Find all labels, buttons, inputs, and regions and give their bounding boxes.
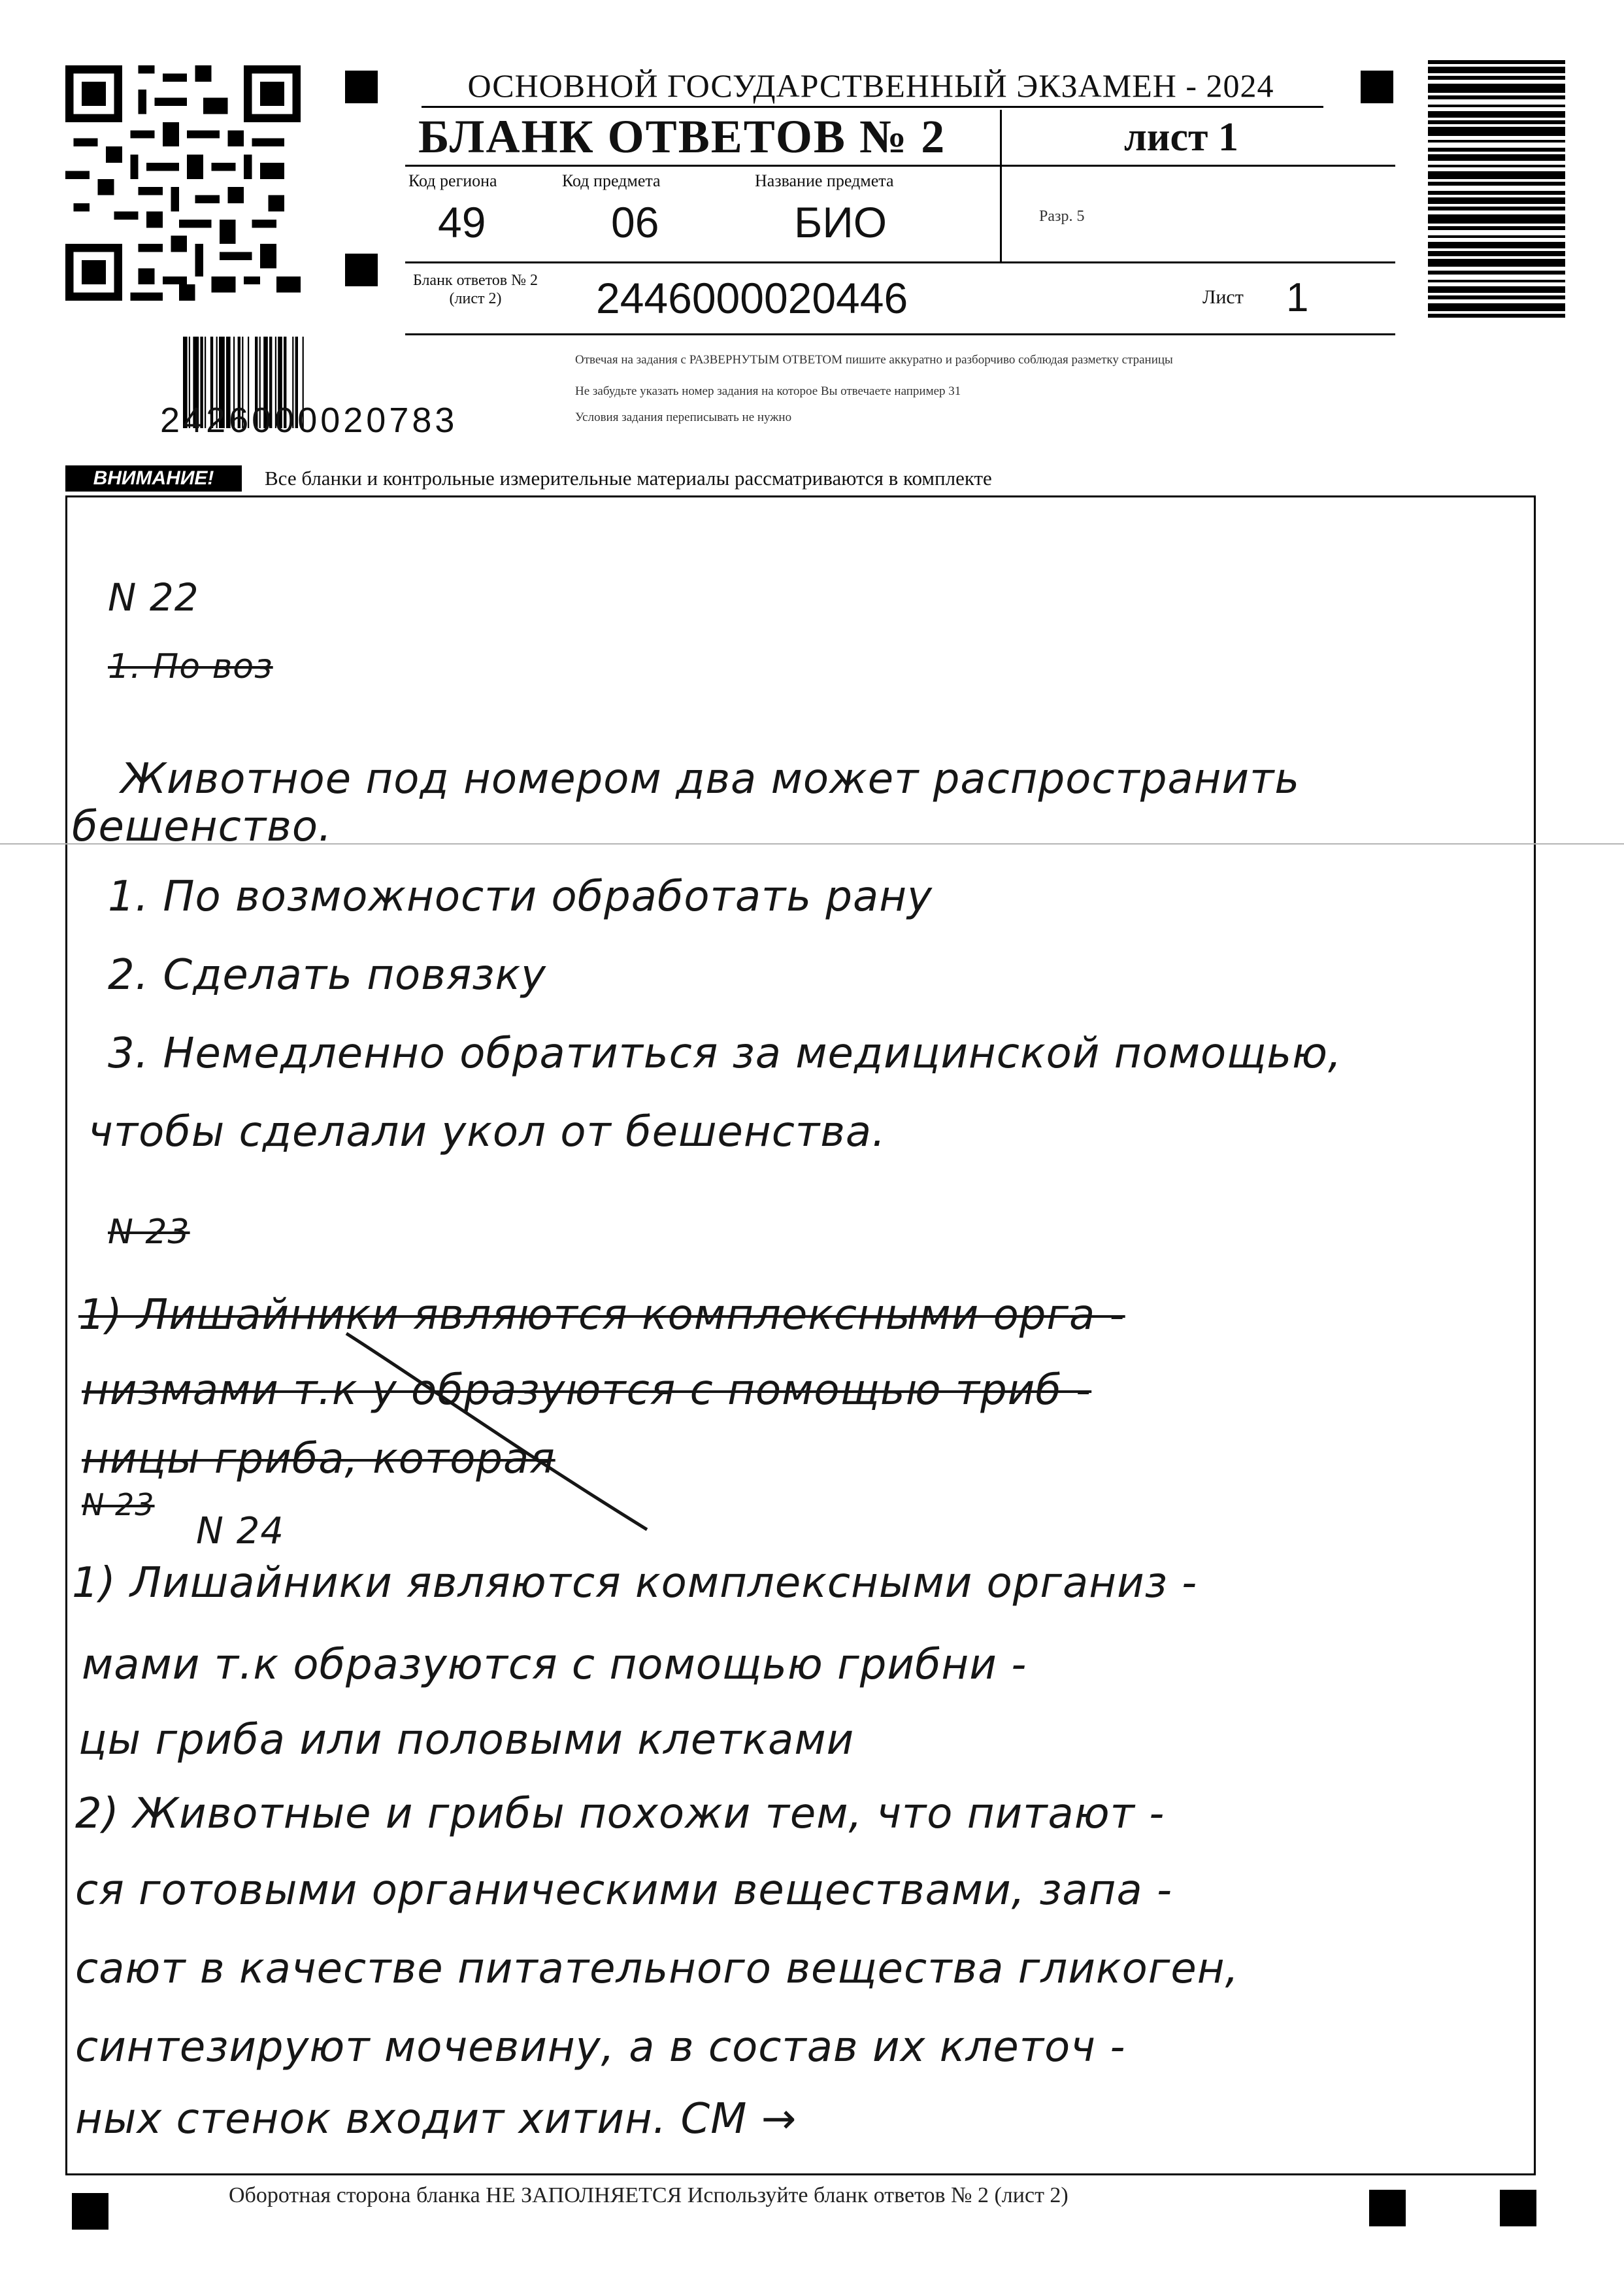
crossed-out-text: низмами т.к у образуются с помощью триб - (82, 1366, 1092, 1415)
sheet-label: лист 1 (1124, 115, 1238, 159)
region-code: 49 (438, 198, 486, 246)
crossed-out-text: 1. По воз (108, 647, 273, 686)
warning-tag: ВНИМАНИЕ! (65, 465, 242, 492)
blank-ref-label (405, 271, 546, 308)
subject-code-label: Код предмета (562, 171, 661, 190)
instruction-line: Условия задания переписывать не нужно (575, 410, 792, 424)
divider (405, 261, 1395, 263)
side-barcode (1428, 60, 1565, 465)
answer-line: цы гриба или половыми клетками (78, 1716, 855, 1764)
subject-code: 06 (611, 198, 659, 246)
answer-line: ных стенок входит хитин. СМ → (75, 2095, 797, 2143)
blank-ref-label-line1: Бланк ответов № 2 (412, 272, 538, 289)
crossed-out-text: N 23 (82, 1487, 155, 1522)
task-number: N 22 (108, 575, 199, 620)
instruction-line: Отвечая на задания с РАЗВЕРНУТЫМ ОТВЕТОМ пишите аккуратно и разборчиво соблюдая разметку страницы (575, 353, 1173, 367)
razr-label: Разр. 5 (1039, 208, 1085, 225)
warning-text: Все бланки и контрольные измерительные материалы рассматриваются в комплекте (265, 467, 992, 490)
subject-name: БИО (794, 198, 887, 246)
strike-diagonal (340, 1320, 654, 1536)
divider (405, 165, 1395, 167)
answer-line: бешенство. (72, 803, 333, 851)
marker-square (1361, 71, 1393, 103)
answer-line: синтезируют мочевину, а в состав их клеточ - (75, 2023, 1126, 2071)
instruction-line: Не забудьте указать номер задания на которое Вы отвечаете например 31 (575, 384, 961, 398)
marker-square (345, 71, 378, 103)
crossed-out-text: 1) Лишайники являются комплексными орга - (78, 1291, 1125, 1339)
blank-ref-label-line2: (лист 2) (449, 290, 502, 307)
marker-square (72, 2193, 108, 2230)
answer-line: 1. По возможности обработать рану (108, 873, 933, 921)
divider (405, 333, 1395, 335)
blank-name: БЛАНК ОТВЕТОВ № 2 (418, 110, 946, 163)
answer-line: мами т.к образуются с помощью грибни - (82, 1641, 1027, 1689)
answer-line: сают в качестве питательного вещества гликоген, (75, 1945, 1239, 1993)
marker-square (1369, 2190, 1406, 2226)
answer-line: 1) Лишайники являются комплексными организ - (72, 1559, 1198, 1607)
answer-line: чтобы сделали укол от бешенства. (88, 1108, 886, 1156)
answer-line: 3. Немедленно обратиться за медицинской помощью, (108, 1030, 1342, 1078)
subject-name-label: Название предмета (755, 171, 894, 190)
answer-line: Животное под номером два может распространить (121, 755, 1301, 803)
crossed-out-text: N 23 (108, 1213, 190, 1252)
answer-line: 2) Животные и грибы похожи тем, что питают - (75, 1790, 1165, 1838)
answer-line: 2. Сделать повязку (108, 951, 546, 999)
list-number: 1 (1286, 275, 1309, 320)
crossed-out-text: ницы гриба, которая (82, 1435, 555, 1483)
marker-square (345, 254, 378, 286)
list-label: Лист (1202, 286, 1244, 308)
divider (422, 106, 1323, 108)
region-code-label: Код региона (408, 171, 497, 190)
task-number: N 24 (196, 1510, 284, 1552)
footer-note: Оборотная сторона бланка НЕ ЗАПОЛНЯЕТСЯ Используйте бланк ответов № 2 (лист 2) (229, 2183, 1069, 2207)
marker-square (1500, 2190, 1536, 2226)
exam-title: ОСНОВНОЙ ГОСУДАРСТВЕННЫЙ ЭКЗАМЕН - 2024 (467, 67, 1274, 104)
qr-code (65, 65, 301, 301)
barcode-number: 2426000020783 (160, 401, 458, 440)
blank-number: 2446000020446 (596, 274, 908, 322)
divider (1000, 110, 1002, 261)
answer-line: ся готовыми органическими веществами, запа - (75, 1866, 1173, 1915)
